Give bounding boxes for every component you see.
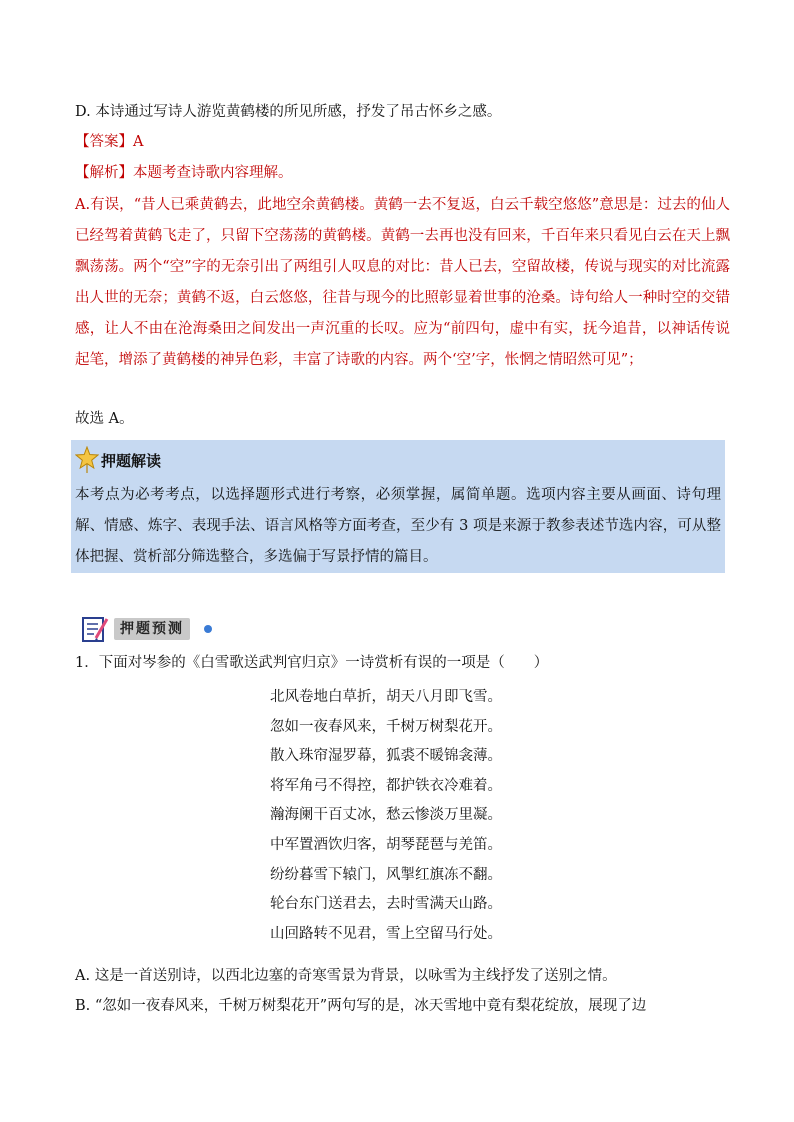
- poem-line: 瀚海阑干百丈冰，愁云惨淡万里凝。: [270, 807, 502, 824]
- poem-line: 散入珠帘湿罗幕，狐裘不暖锦衾薄。: [270, 748, 502, 765]
- focus-interpretation-box: [71, 440, 725, 573]
- pencil-notebook-icon: [80, 614, 110, 644]
- analysis-text: A.有误，“昔人已乘黄鹤去，此地空余黄鹤楼。黄鹤一去不复返，白云千载空悠悠”意思是：过去的仙人已经驾着黄鹤飞走了，只留下空荡荡的黄鹤楼。黄鹤一去再也没有回来，千百年来只看见白云在天上飘飘荡荡。两个“空”字的无奈引出了两组引人叹息的对比：昔人已去，空留故楼，传说与现实的对比流露出人世的无奈；黄鹤不返，白云悠悠，往昔与现今的比照彰显着世事的沧桑。诗句给人一种时空的交错感，让人不由在沧海桑田之间发出一声沉重的长叹。应为“前四句，虚中有实，抚今追昔，以神话传说起笔，增添了黄鹤楼的神异色彩，丰富了诗歌的内容。两个‘空’字，怅惘之情昭然可见”；: [75, 197, 730, 368]
- analysis-intro: 【解析】本题考查诗歌内容理解。: [75, 165, 293, 181]
- poem-line: 中军置酒饮归客，胡琴琵琶与羌笛。: [270, 836, 502, 853]
- question-1: 1．下面对岑参的《白雪歌送武判官归京》一诗赏析有误的一项是（ ）: [75, 655, 549, 671]
- poem-line: 纷纷暮雪下辕门，风掣红旗冻不翻。: [270, 866, 502, 883]
- poem-line: 将军角弓不得控，都护铁衣冷难着。: [270, 777, 502, 794]
- answer-line: 【答案】A: [75, 134, 144, 150]
- poem-line: 忽如一夜春风来，千树万树梨花开。: [270, 718, 502, 735]
- poem-line: 北风卷地白草折，胡天八月即飞雪。: [270, 689, 502, 705]
- option-b: B. “忽如一夜春风来，千树万树梨花开”两句写的是，冰天雪地中竟有梨花绽放，展现了边: [75, 998, 647, 1014]
- poem-block: [270, 683, 570, 949]
- predict-banner: [80, 614, 220, 644]
- focus-title: 押题解读: [101, 452, 162, 470]
- poem-line: 山回路转不见君，雪上空留马行处。: [270, 925, 502, 942]
- poem-line: 轮台东门送君去，去时雪满天山路。: [270, 896, 502, 913]
- star-icon: [75, 446, 99, 474]
- option-a: A. 这是一首送别诗，以西北边塞的奇寒雪景为背景，以咏雪为主线抒发了送别之情。: [75, 968, 617, 984]
- focus-body: 本考点为必考考点，以选择题形式进行考察，必须掌握，属简单题。选项内容主要从画面、诗句理解、情感、炼字、表现手法、语言风格等方面考查，至少有 3 项是来源于教参表述节选内容，可从整体把握、赏析部分筛选整合，多选偏于写景抒情的篇目。: [75, 487, 721, 565]
- predict-label: 押题预测: [114, 618, 190, 640]
- option-d: D. 本诗通过写诗人游览黄鹤楼的所见所感，抒发了吊古怀乡之感。: [75, 104, 502, 120]
- bullet-dot-icon: [204, 625, 212, 633]
- conclusion-line: 故选 A。: [75, 411, 134, 427]
